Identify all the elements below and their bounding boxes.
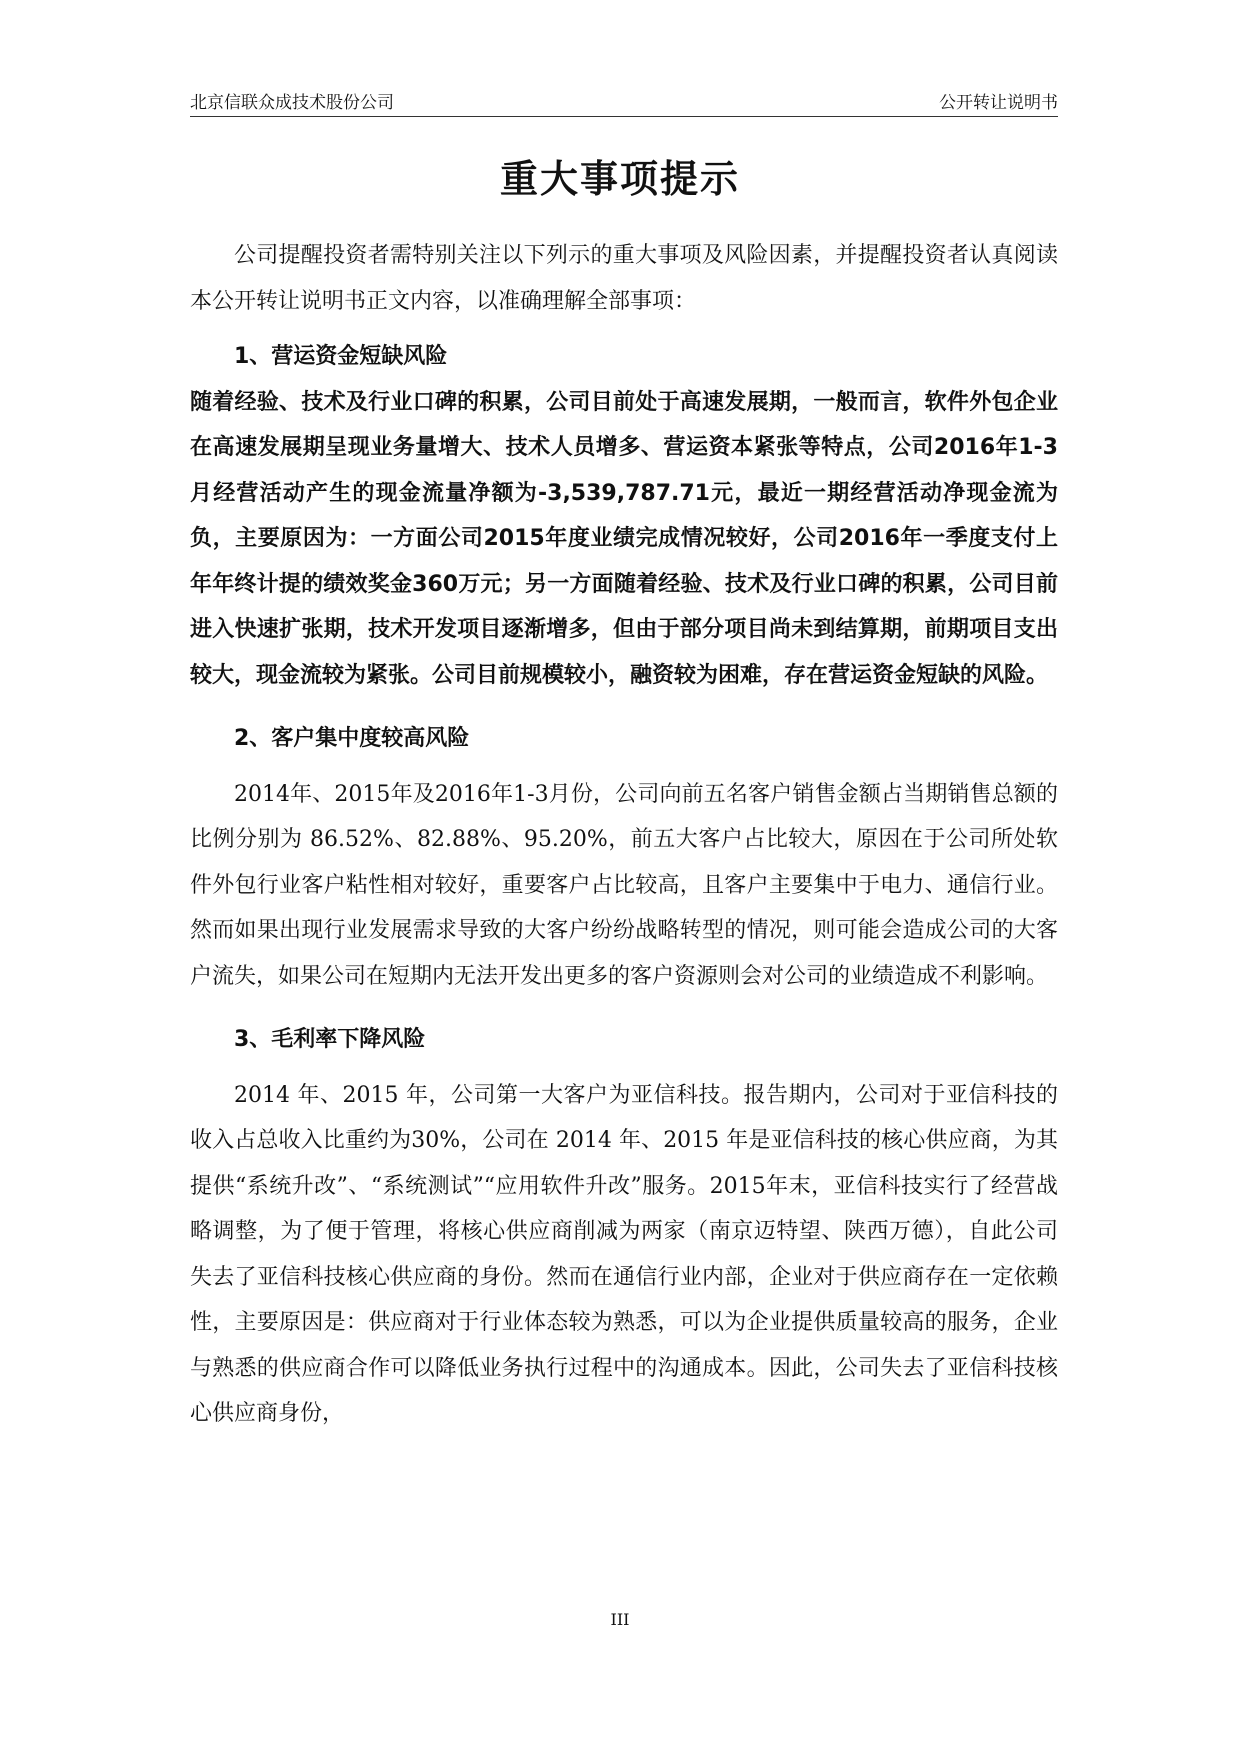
- section-body-customer-concentration: 2014年、2015年及2016年1-3月份，公司向前五名客户销售金额占当期销售总额的比例分别为 86.52%、82.88%、95.20%，前五大客户占比较大，原因在于公司所处软件外包行业客户粘性相对较好，重要客户占比较高，且客户主要集中于电力、通信行业。然而如果出现行业发展需求导致的大客户纷纷战略转型的情况，则可能会造成公司的大客户流失，如果公司在短期内无法开发出更多的客户资源则会对公司的业绩造成不利影响。: [190, 781, 1058, 989]
- header-company-name: 北京信联众成技术股份公司: [190, 93, 394, 113]
- section-heading-customer-concentration: 2、客户集中度较高风险: [234, 726, 470, 751]
- section-heading-gross-margin: 3、毛利率下降风险: [234, 1027, 426, 1052]
- section-body-working-capital: 随着经验、技术及行业口碑的积累，公司目前处于高速发展期，一般而言，软件外包企业在高速发展期呈现业务量增大、技术人员增多、营运资本紧张等特点，公司2016年1-3月经营活动产生的现金流量净额为-3,539,787.71元，最近一期经营活动净现金流为负，主要原因为：一方面公司2015年度业绩完成情况较好，公司2016年一季度支付上年年终计提的绩效奖金360万元；另一方面随着经验、技术及行业口碑的积累，公司目前进入快速扩张期，技术开发项目逐渐增多，但由于部分项目尚未到结算期，前期项目支出较大，现金流较为紧张。公司目前规模较小，融资较为困难，存在营运资金短缺的风险。: [190, 389, 1058, 688]
- section-body-gross-margin: 2014 年、2015 年，公司第一大客户为亚信科技。报告期内，公司对于亚信科技的收入占总收入比重约为30%，公司在 2014 年、2015 年是亚信科技的核心供应商，为其提供“系统升改”、“系统测试”“应用软件升改”服务。2015年末，亚信科技实行了经营战略调整，为了便于管理，将核心供应商削减为两家（南京迈特望、陕西万德），自此公司失去了亚信科技核心供应商的身份。然而在通信行业内部，企业对于供应商存在一定依赖性，主要原因是：供应商对于行业体态较为熟悉，可以为企业提供质量较高的服务，企业与熟悉的供应商合作可以降低业务执行过程中的沟通成本。因此，公司失去了亚信科技核心供应商身份，: [190, 1082, 1058, 1426]
- page-header: [190, 88, 1058, 117]
- page-title: 重大事项提示: [499, 157, 740, 201]
- page-number: III: [610, 1610, 630, 1629]
- header-document-type: 公开转让说明书: [939, 93, 1058, 113]
- section-heading-working-capital: 1、营运资金短缺风险: [234, 344, 448, 369]
- document-body: [190, 233, 1058, 1437]
- intro-paragraph: 公司提醒投资者需特别关注以下列示的重大事项及风险因素，并提醒投资者认真阅读本公开转让说明书正文内容，以准确理解全部事项：: [190, 243, 1058, 314]
